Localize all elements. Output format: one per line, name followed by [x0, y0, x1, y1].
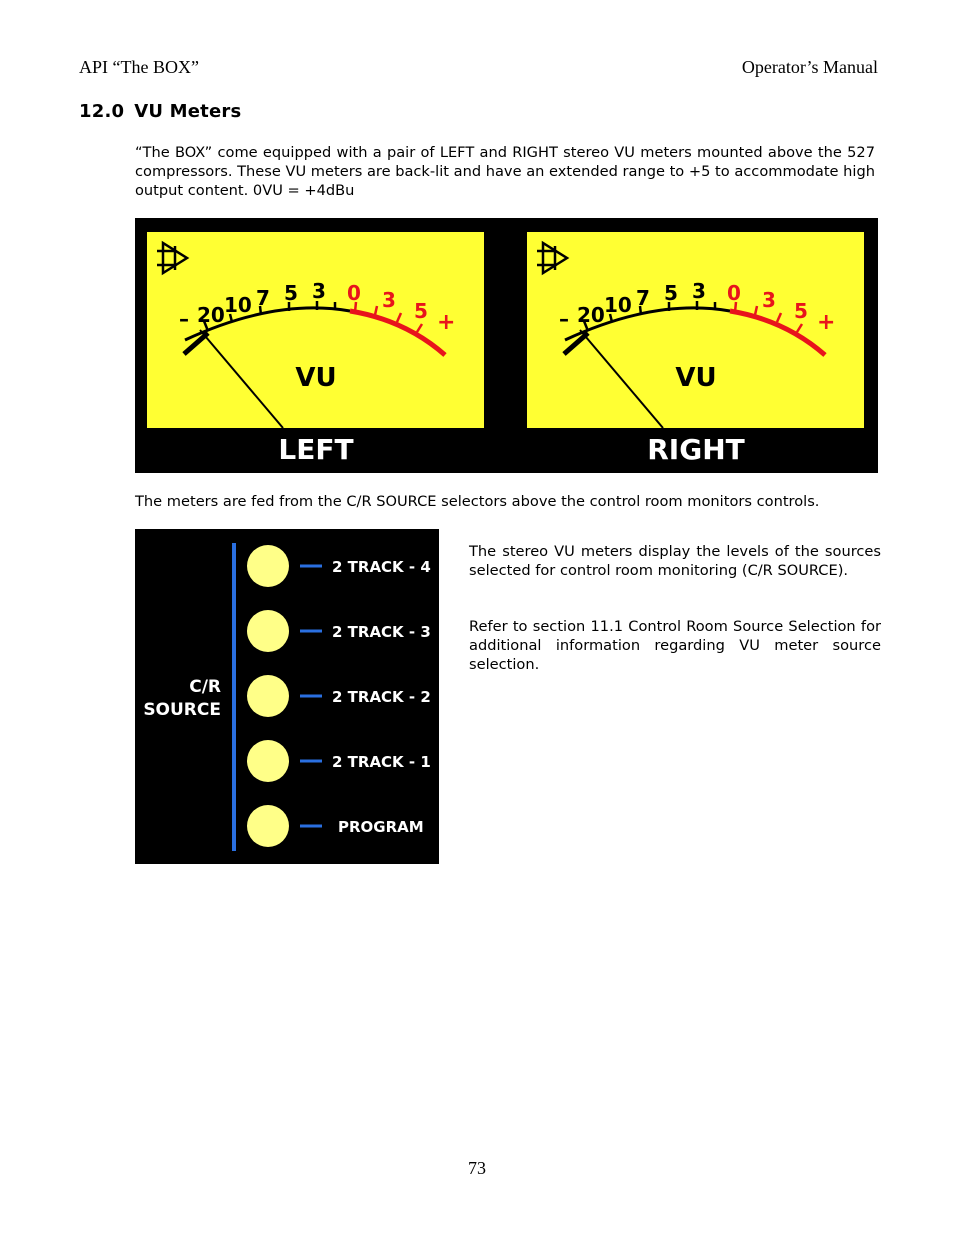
cr-source-button-label: 2 TRACK - 1: [332, 753, 431, 771]
section-heading: [79, 101, 241, 122]
button-led-icon[interactable]: [247, 675, 289, 717]
left-scale-20: 20: [197, 303, 225, 327]
left-scale-red-3: 3: [382, 288, 396, 312]
right-vu-label: VU: [675, 363, 717, 393]
refer-paragraph: Refer to section 11.1 Control Room Source Selection for additional information regarding VU meter source selection.: [469, 618, 881, 673]
cr-source-button-3[interactable]: [247, 675, 431, 717]
right-scale-0: 0: [727, 281, 741, 305]
intro-paragraph: “The BOX” come equipped with a pair of LEFT and RIGHT stereo VU meters mounted above the 527 compressors. These VU meters are back-lit and have an extended range to +5 to accommodate high output content. 0VU = +4dBu: [135, 144, 875, 199]
cr-source-button-4[interactable]: [247, 740, 431, 782]
right-scale-3: 3: [692, 279, 706, 303]
right-scale-minus: –: [559, 307, 569, 331]
right-scale-plus: +: [817, 310, 836, 335]
left-scale-5: 5: [284, 281, 298, 305]
left-vu-label: VU: [295, 363, 337, 393]
vu-meters-figure: [135, 218, 878, 473]
left-scale-3: 3: [312, 279, 326, 303]
left-scale-red-5: 5: [414, 299, 428, 323]
cr-source-button-1[interactable]: [247, 545, 431, 587]
button-led-icon[interactable]: [247, 545, 289, 587]
right-scale-5: 5: [664, 281, 678, 305]
cr-source-button-label: PROGRAM: [338, 818, 424, 836]
section-number: 12.0: [79, 101, 125, 122]
cr-source-button-label: 2 TRACK - 2: [332, 688, 431, 706]
header-left: API “The BOX”: [79, 57, 199, 77]
right-vu-meter: [527, 232, 864, 466]
right-meter-label: RIGHT: [647, 433, 745, 466]
cr-source-button-5[interactable]: [247, 805, 424, 847]
left-scale-plus: +: [437, 310, 456, 335]
left-vu-meter: [147, 232, 484, 466]
cr-source-button-label: 2 TRACK - 3: [332, 623, 431, 641]
left-meter-label: LEFT: [278, 433, 354, 466]
cr-label-line2: SOURCE: [143, 700, 221, 720]
left-scale-minus: –: [179, 307, 189, 331]
left-scale-0: 0: [347, 281, 361, 305]
left-meter-face: [147, 232, 484, 428]
cr-source-button-2[interactable]: [247, 610, 431, 652]
button-led-icon[interactable]: [247, 740, 289, 782]
right-meter-face: [527, 232, 864, 428]
right-scale-10: 10: [604, 293, 632, 317]
left-scale-7: 7: [256, 286, 270, 310]
button-led-icon[interactable]: [247, 610, 289, 652]
section-title: VU Meters: [134, 101, 242, 122]
cr-label-line1: C/R: [189, 677, 221, 697]
cr-source-button-label: 2 TRACK - 4: [332, 558, 431, 576]
left-scale-10: 10: [224, 293, 252, 317]
right-scale-red-5: 5: [794, 299, 808, 323]
fed-paragraph: The meters are fed from the C/R SOURCE selectors above the control room monitors controls.: [135, 493, 820, 510]
stereo-paragraph: The stereo VU meters display the levels of the sources selected for control room monitoring (C/R SOURCE).: [469, 543, 881, 579]
cr-source-figure: [135, 529, 439, 864]
button-led-icon[interactable]: [247, 805, 289, 847]
page-number: 73: [468, 1158, 486, 1178]
right-scale-20: 20: [577, 303, 605, 327]
right-scale-red-3: 3: [762, 288, 776, 312]
right-scale-7: 7: [636, 286, 650, 310]
header-right: Operator’s Manual: [741, 57, 878, 77]
